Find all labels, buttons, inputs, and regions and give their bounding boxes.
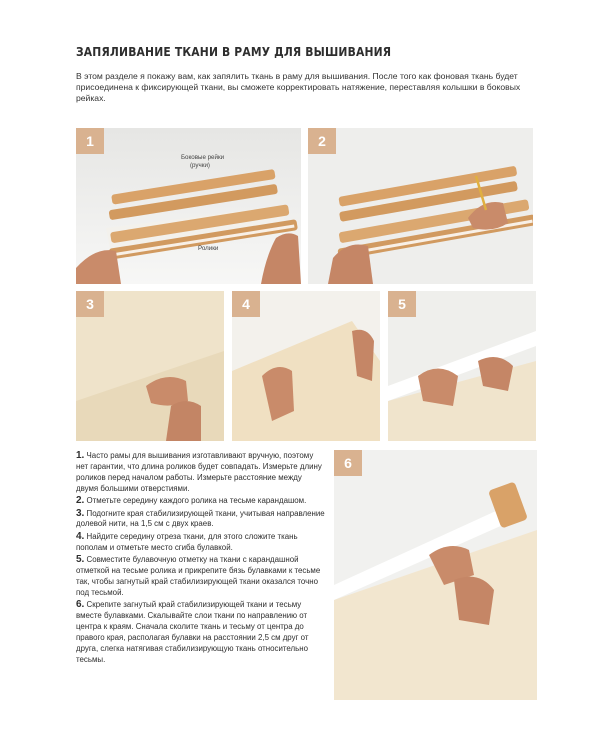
- photo-3: [76, 291, 224, 441]
- photo-2: [308, 128, 533, 284]
- step-text: Скрепите загнутый край стабилизирующей ткани и тесьму вместе булавками. Скалывайте слои ткани по направлению от центра к краям. Сначала сколите ткань и тесьму от центра до правого края, располагая булавки на расстоянии 2,5 см друг от друга, слегка натягивая стабилизирующую ткань относительно тесьмы.: [76, 600, 309, 664]
- photo-4: [232, 291, 380, 441]
- photo-1-illustration: [76, 128, 301, 284]
- step-text: Подогните края стабилизирующей ткани, учитывая направление долевой нити, на 1,5 см с двух краев.: [76, 508, 325, 529]
- step-5: [76, 555, 326, 599]
- step-4: [76, 532, 326, 554]
- step-number: 5.: [76, 554, 85, 566]
- intro-paragraph: В этом разделе я покажу вам, как запялить ткань в раму для вышивания. После того как фоновая ткань будет присоединена к фиксирующей ткани, вы сможете корректировать натяжение, переставляя колышки в боковых рейках.: [76, 71, 521, 104]
- step-text: Совместите булавочную отметку на ткани с карандашной отметкой на тесьме ролика и прикрепите бязь булавками к тесьме так, чтобы загнутый край стабилизирующей ткани оказался точно под тесьмой.: [76, 555, 321, 597]
- step-number: 6.: [76, 599, 85, 611]
- step-number: 2.: [76, 495, 85, 507]
- photo-6-number: 6: [334, 450, 362, 476]
- step-6: [76, 600, 326, 665]
- photo-4-number: 4: [232, 291, 260, 317]
- step-2: [76, 496, 326, 507]
- photo-2-number: 2: [308, 128, 336, 154]
- label-handles: (ручки): [190, 162, 210, 169]
- step-1: [76, 451, 326, 495]
- step-number: 1.: [76, 450, 85, 461]
- steps-list: [76, 451, 326, 667]
- photo-1: [76, 128, 301, 284]
- photo-1-number: 1: [76, 128, 104, 154]
- photo-5-number: 5: [388, 291, 416, 317]
- photo-2-illustration: [308, 128, 533, 284]
- step-text: Найдите середину отреза ткани, для этого сложите ткань пополам и отметьте место сгиба булавкой.: [76, 531, 298, 552]
- photo-5: [388, 291, 536, 441]
- label-rollers: Ролики: [198, 245, 219, 252]
- step-number: 4.: [76, 530, 85, 542]
- step-text: Часто рамы для вышивания изготавливают вручную, поэтому нет гарантии, что длина роликов будет совпадать. Измерьте длину роликов перед началом работы. Измерьте расстояние между двумя большими отверстиями.: [76, 451, 322, 493]
- step-text: Отметьте середину каждого ролика на тесьме карандашом.: [86, 496, 307, 506]
- photo-3-number: 3: [76, 291, 104, 317]
- photo-6: [334, 450, 537, 700]
- step-number: 3.: [76, 507, 85, 519]
- page-title: ЗАПЯЛИВАНИЕ ТКАНИ В РАМУ ДЛЯ ВЫШИВАНИЯ: [76, 44, 392, 59]
- label-side-rails: Боковые рейки: [181, 154, 225, 161]
- step-3: [76, 509, 326, 531]
- photo-6-illustration: [334, 450, 537, 700]
